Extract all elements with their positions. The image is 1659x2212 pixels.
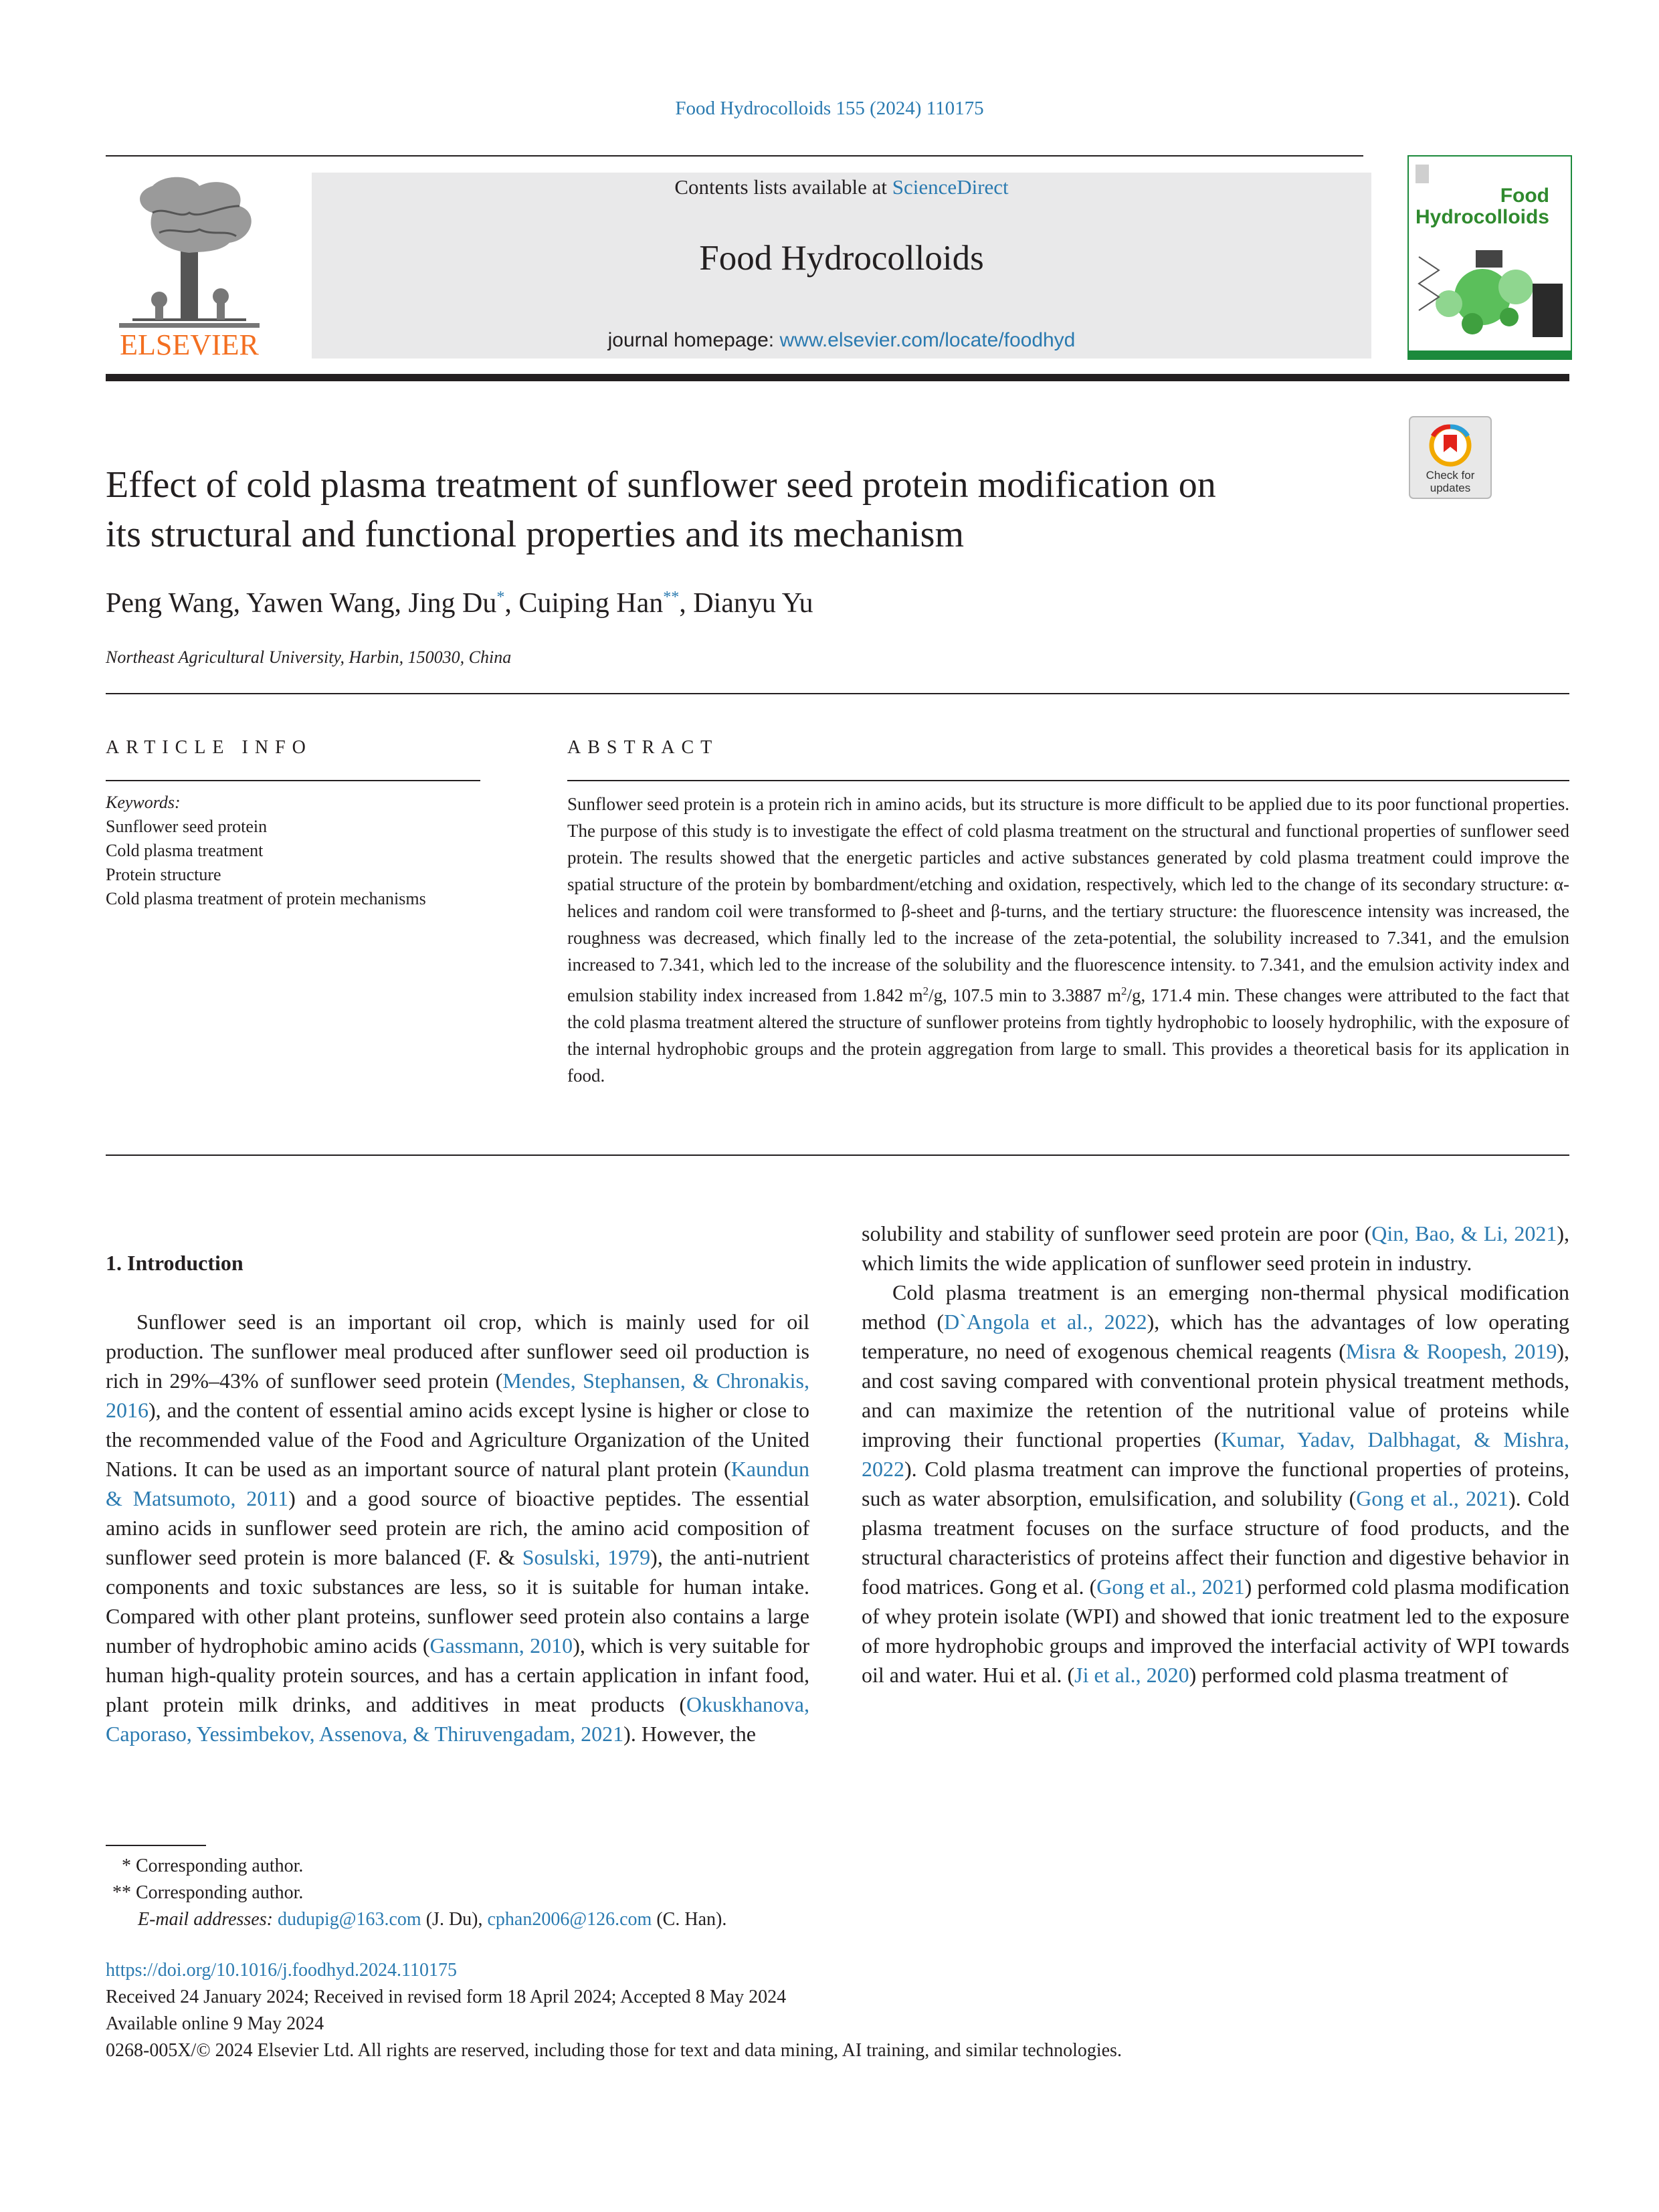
paragraph-text: ). Cold plasma treatment can improve the functional properties of proteins, such as water absorption, emulsification, and solubility ( bbox=[862, 1457, 1569, 1510]
author-separator: , bbox=[504, 588, 519, 619]
publication-info bbox=[106, 1957, 1122, 2064]
keyword-item: Cold plasma treatment of protein mechanisms bbox=[106, 889, 426, 908]
citation-link[interactable]: Gassmann, 2010 bbox=[429, 1633, 573, 1657]
abstract-part: /g, 171.4 min. These changes were attributed to the fact that the cold plasma treatment altered the structure of sunflower proteins from tightly hydrophobic to loosely hydrophilic, with the exposure of the internal hydrophobic groups and the protein aggregation from large to small. This provides a theoretical basis for its application in food. bbox=[567, 985, 1569, 1086]
author-name[interactable]: Cuiping Han bbox=[518, 588, 664, 619]
citation-link[interactable]: Gong et al., 2021 bbox=[1356, 1486, 1508, 1510]
homepage-line bbox=[312, 329, 1371, 352]
paragraph-text: Sunflower seed is an important oil crop, which is mainly used for oil production. The sunflower meal produced after sunflower seed oil production is rich in 29%–43% of sunflower seed protein ( bbox=[106, 1310, 809, 1393]
doi-link[interactable]: https://doi.org/10.1016/j.foodhyd.2024.110175 bbox=[106, 1960, 458, 1981]
citation-link[interactable]: Sosulski, 1979 bbox=[522, 1545, 651, 1569]
paragraph-text: ), and the content of essential amino acids except lysine is higher or close to the recommended value of the Food and Agriculture Organization of the United Nations. It can be used as an important source of natural plant protein ( bbox=[106, 1398, 809, 1481]
copyright: 0268-005X/© 2024 Elsevier Ltd. All rights are reserved, including those for text and data mining, AI training, and similar technologies. bbox=[106, 2040, 1122, 2061]
homepage-link[interactable]: www.elsevier.com/locate/foodhyd bbox=[779, 329, 1076, 351]
keyword-item: Cold plasma treatment bbox=[106, 841, 264, 860]
journal-name: Food Hydrocolloids bbox=[699, 239, 984, 278]
citation-link[interactable]: Kumar, Yadav, Dalbhagat, & Mishra, 2022 bbox=[862, 1427, 1570, 1481]
elsevier-wordmark: ELSEVIER bbox=[120, 328, 259, 360]
paragraph bbox=[106, 1307, 809, 1748]
sciencedirect-link[interactable]: ScienceDirect bbox=[892, 175, 1009, 199]
email-owner: (C. Han). bbox=[652, 1909, 727, 1930]
email-owner: (J. Du), bbox=[421, 1909, 488, 1930]
abstract-part: Sunflower seed protein is a protein rich in amino acids, but its structure is more difficult to be applied due to its poor functional properties. The purpose of this study is to investigate the effect of cold plasma treatment on the structural and functional properties of sunflower seed protein. The results showed that the energetic particles and active substances generated by cold plasma treatment could improve the spatial structure of the protein by bombardment/etching and oxidation, respectively, which led to the change of its secondary structure: α-helices and random coil were transformed to β-sheet and β-turns, and the tertiary structure: the fluorescence intensity was increased, the roughness was decreased, which finally led to the increase of the zeta-potential, the solubility increased to 7.341, and the emulsion increased to 7.341, which led to the increase of the solubility and the fluorescence intensity. to 7.341, and the emulsion activity index and emulsion stability index increased from 1.842 m bbox=[567, 794, 1569, 1005]
section-heading-introduction: 1. Introduction bbox=[106, 1251, 243, 1275]
keywords-label: Keywords: bbox=[106, 793, 181, 812]
paragraph-text: ), which has the advantages of low operating temperature, no need of exogenous chemical reagents ( bbox=[862, 1310, 1570, 1363]
received-dates: Received 24 January 2024; Received in revised form 18 April 2024; Accepted 8 May 2024 bbox=[106, 1987, 787, 2007]
available-online: Available online 9 May 2024 bbox=[106, 2013, 324, 2034]
footnote-corresponding-1: * Corresponding author. bbox=[122, 1855, 304, 1876]
article-info-heading: ARTICLE INFO bbox=[106, 737, 312, 758]
abstract-text bbox=[567, 791, 1569, 1089]
paragraph bbox=[862, 1278, 1569, 1690]
author-separator: , bbox=[394, 588, 409, 619]
affiliation-rule bbox=[106, 693, 1569, 694]
citation-link[interactable]: D`Angola et al., 2022 bbox=[944, 1310, 1147, 1334]
elsevier-logo bbox=[106, 173, 273, 360]
journal-cover-image bbox=[1407, 155, 1572, 360]
author-separator: , bbox=[679, 588, 694, 619]
contents-prefix: Contents lists available at bbox=[674, 175, 892, 199]
body-column-right bbox=[862, 1219, 1569, 1690]
title-line-1: Effect of cold plasma treatment of sunflower seed protein modification on bbox=[106, 464, 1216, 506]
corresponding-mark[interactable]: ** bbox=[663, 589, 680, 606]
paragraph-text: ). Cold plasma treatment focuses on the surface structure of food products, and the structural characteristics of proteins affect their function and digestive behavior in food matrices. Gong et al. ( bbox=[862, 1486, 1570, 1599]
footnote-corresponding-2: ** Corresponding author. bbox=[112, 1882, 304, 1903]
paragraph-text: ) and a good source of bioactive peptides. The essential amino acids in sunflower seed protein are rich, the amino acid composition of sunflower seed protein is more balanced (F. & bbox=[106, 1486, 810, 1569]
paragraph-text: ), which is very suitable for human high-quality protein sources, and has a certain application in infant food, plant protein milk drinks, and additives in meat products ( bbox=[106, 1633, 810, 1716]
footnote-rule bbox=[106, 1845, 206, 1846]
keywords-block bbox=[106, 791, 520, 911]
author-name[interactable]: Dianyu Yu bbox=[693, 588, 813, 619]
cover-title-line2: Hydrocolloids bbox=[1415, 206, 1549, 228]
abstract-rule bbox=[567, 780, 1569, 781]
email-link[interactable]: dudupig@163.com bbox=[277, 1909, 421, 1930]
check-updates-line2: updates bbox=[1430, 482, 1471, 494]
paragraph-text: ) performed cold plasma modification of whey protein isolate (WPI) and showed that ionic treatment led to the exposure of more hydrophobic groups and improved the interfacial activity of WPI towards oil and water. Hui et al. ( bbox=[862, 1575, 1570, 1687]
keyword-item: Sunflower seed protein bbox=[106, 817, 268, 836]
cover-title-line1: Food bbox=[1500, 185, 1549, 207]
citation-link[interactable]: Ji et al., 2020 bbox=[1074, 1663, 1189, 1687]
paragraph bbox=[862, 1219, 1569, 1278]
author-separator: , bbox=[233, 588, 247, 619]
citation-link[interactable]: Mendes, Stephansen, & Chronakis, 2016 bbox=[106, 1369, 810, 1422]
paragraph-text: solubility and stability of sunflower seed protein are poor ( bbox=[862, 1221, 1372, 1245]
title-line-2: its structural and functional properties and its mechanism bbox=[106, 514, 964, 555]
check-updates-line1: Check for bbox=[1426, 469, 1475, 482]
citation-link[interactable]: Gong et al., 2021 bbox=[1096, 1575, 1245, 1599]
email-label: E-mail addresses: bbox=[138, 1909, 278, 1930]
journal-citation-link[interactable]: Food Hydrocolloids 155 (2024) 110175 bbox=[675, 98, 984, 119]
abstract-heading: ABSTRACT bbox=[567, 737, 719, 758]
paragraph-text: ), which limits the wide application of sunflower seed protein in industry. bbox=[862, 1221, 1570, 1275]
paragraph-text: ), and cost saving compared with conventional protein physical treatment methods, and can maximize the retention of the nutritional value of proteins while improving their functional properties ( bbox=[862, 1339, 1570, 1451]
email-link[interactable]: cphan2006@126.com bbox=[487, 1909, 652, 1930]
header-top-rule bbox=[106, 155, 1363, 157]
paragraph-text: Cold plasma treatment is an emerging non-thermal physical modification method ( bbox=[862, 1280, 1569, 1334]
check-for-updates-button[interactable] bbox=[1409, 416, 1492, 499]
body-column-left bbox=[106, 1248, 809, 1748]
citation-link[interactable]: Misra & Roopesh, 2019 bbox=[1345, 1339, 1557, 1363]
homepage-prefix: journal homepage: bbox=[607, 329, 780, 351]
superscript: 2 bbox=[1121, 985, 1127, 997]
citation-link[interactable]: Qin, Bao, & Li, 2021 bbox=[1371, 1221, 1557, 1245]
citation-link[interactable]: Okuskhanova, Caporaso, Yessimbekov, Assenova, & Thiruvengadam, 2021 bbox=[106, 1692, 809, 1746]
paragraph-text: ), the anti-nutrient components and toxic substances are less, so it is suitable for human intake. Compared with other plant proteins, sunflower seed protein also contains a large number of hydrophobic amino acids ( bbox=[106, 1545, 810, 1657]
paragraph-text: ). However, the bbox=[623, 1722, 756, 1746]
contents-line bbox=[312, 175, 1371, 199]
abstract-end-rule bbox=[106, 1154, 1569, 1156]
article-info-rule bbox=[106, 780, 480, 781]
paragraph-text: ) performed cold plasma treatment of bbox=[1189, 1663, 1508, 1687]
footnotes bbox=[106, 1853, 726, 1933]
keyword-item: Protein structure bbox=[106, 865, 221, 884]
article-title bbox=[106, 460, 1397, 559]
author-name[interactable]: Yawen Wang bbox=[246, 588, 395, 619]
superscript: 2 bbox=[922, 985, 929, 997]
footnote-emails bbox=[106, 1906, 726, 1933]
affiliation: Northeast Agricultural University, Harbin, 150030, China bbox=[106, 647, 512, 667]
citation-link[interactable]: Kaundun & Matsumoto, 2011 bbox=[106, 1457, 809, 1510]
header-bottom-rule bbox=[106, 374, 1569, 381]
corresponding-mark[interactable]: * bbox=[496, 589, 505, 606]
author-list bbox=[106, 587, 813, 619]
abstract-part: /g, 107.5 min to 3.3887 m bbox=[929, 985, 1122, 1005]
author-name[interactable]: Peng Wang bbox=[106, 588, 233, 619]
author-name[interactable]: Jing Du bbox=[408, 588, 497, 619]
